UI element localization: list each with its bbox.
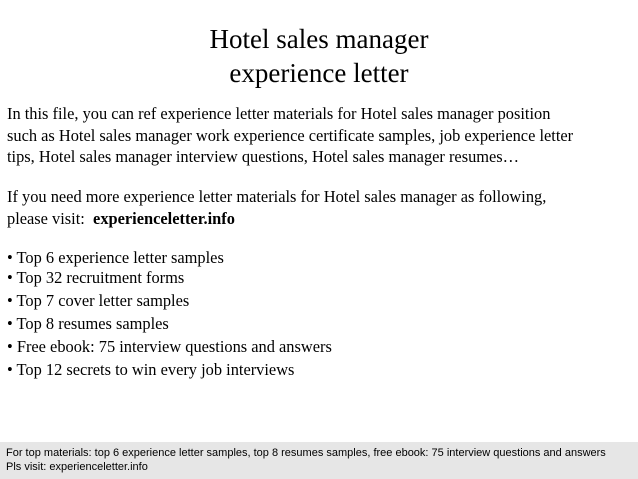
list-item: • Top 7 cover letter samples xyxy=(7,291,190,310)
document-title xyxy=(0,22,638,90)
footer-line-1: For top materials: top 6 experience letter samples, top 8 resumes samples, free ebook: 75 interview questions and answers xyxy=(6,447,606,459)
title-line-2: experience letter xyxy=(229,58,409,88)
website-link[interactable]: experienceletter.info xyxy=(93,208,235,228)
intro-paragraph xyxy=(7,103,633,168)
intro-line-3: tips, Hotel sales manager interview questions, Hotel sales manager resumes… xyxy=(7,147,520,166)
intro-line-2: such as Hotel sales manager work experience certificate samples, job experience letter xyxy=(7,125,574,145)
footer-bar xyxy=(0,442,638,479)
more-line-2 xyxy=(7,208,633,230)
list-item: • Top 12 secrets to win every job interviews xyxy=(7,360,295,379)
list-item: • Top 32 recruitment forms xyxy=(7,268,185,287)
footer-line-2: Pls visit: experienceletter.info xyxy=(6,461,148,473)
visit-prefix: please visit: xyxy=(7,208,85,228)
intro-line-1: In this file, you can ref experience letter materials for Hotel sales manager position xyxy=(7,104,551,123)
list-item: • Free ebook: 75 interview questions and answers xyxy=(7,337,332,356)
list-item: • Top 8 resumes samples xyxy=(7,314,169,333)
bullet-list xyxy=(7,249,332,381)
title-line-1: Hotel sales manager xyxy=(209,24,429,54)
list-item: • Top 6 experience letter samples xyxy=(7,248,224,267)
more-paragraph xyxy=(7,186,633,229)
more-line-1: If you need more experience letter materials for Hotel sales manager as following, xyxy=(7,187,547,206)
